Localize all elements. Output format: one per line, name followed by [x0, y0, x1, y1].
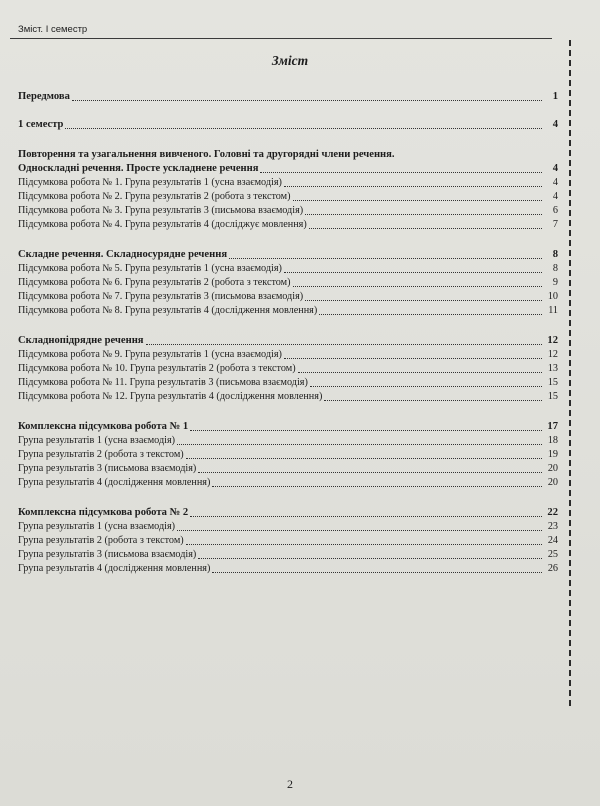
- running-header: [10, 24, 552, 39]
- toc-entry-text: Підсумкова робота № 9. Група результатів 1 (усна взаємодія): [18, 349, 282, 360]
- leader-dots: [186, 458, 542, 459]
- leader-dots: [177, 444, 542, 445]
- toc-entry-text: Група результатів 2 (робота з текстом): [18, 449, 184, 460]
- toc-entry-page: 1: [552, 91, 558, 102]
- toc-entry: [18, 462, 558, 476]
- toc-entry-page: 7: [552, 219, 558, 230]
- leader-dots: [305, 300, 542, 301]
- toc-entry-text: Підсумкова робота № 2. Група результатів 2 (робота з текстом): [18, 191, 291, 202]
- toc-entry-page: 8: [552, 249, 558, 260]
- toc-entry-text: Підсумкова робота № 4. Група результатів 4 (досліджує мовлення): [18, 219, 307, 230]
- toc-entry: [18, 218, 558, 232]
- toc-entry-text: Підсумкова робота № 1. Група результатів 1 (усна взаємодія): [18, 177, 282, 188]
- toc-entry-page: 15: [547, 377, 558, 388]
- leader-dots: [310, 386, 542, 387]
- toc-entry-page: 4: [552, 177, 558, 188]
- leader-dots: [212, 572, 542, 573]
- toc-entry: [18, 304, 558, 318]
- toc-entry-text: Підсумкова робота № 6. Група результатів 2 (робота з текстом): [18, 277, 291, 288]
- toc-entry-page: 22: [547, 507, 558, 518]
- toc-entry: [18, 434, 558, 448]
- leader-dots: [72, 100, 542, 101]
- toc-entry-page: 9: [552, 277, 558, 288]
- toc-entry: [18, 190, 558, 204]
- toc-entry-page: 17: [547, 421, 558, 432]
- toc-entry-text: Підсумкова робота № 8. Група результатів 4 (дослідження мовлення): [18, 305, 318, 316]
- leader-dots: [198, 558, 542, 559]
- toc-entry-text: Комплексна підсумкова робота № 1: [18, 421, 189, 432]
- toc-entry-text: Група результатів 3 (письмова взаємодія): [18, 549, 197, 560]
- leader-dots: [284, 358, 542, 359]
- toc-entry-text: Підсумкова робота № 7. Група результатів 3 (письмова взаємодія): [18, 291, 304, 302]
- toc-entry-page: 10: [547, 291, 558, 302]
- toc-entry-page: 24: [547, 535, 558, 546]
- toc-entry-preface: [18, 90, 558, 104]
- section-heading: Повторення та узагальнення вивченого. Головні та другорядні члени речення.: [18, 149, 395, 160]
- toc-entry-text: Підсумкова робота № 11. Група результатів 3 (письмова взаємодія): [18, 377, 308, 388]
- toc-entry: [18, 448, 558, 462]
- section-heading: [18, 162, 558, 176]
- toc-entry: [18, 262, 558, 276]
- toc-entry-page: 19: [547, 449, 558, 460]
- toc-entry-text: Складнопідрядне речення: [18, 335, 144, 346]
- toc-entry-text: Підсумкова робота № 10. Група результатів 2 (робота з текстом): [18, 363, 296, 374]
- toc-entry-page: 20: [547, 477, 558, 488]
- toc-entry-semester: [18, 118, 558, 132]
- leader-dots: [284, 186, 542, 187]
- section-heading: [18, 248, 558, 262]
- table-of-contents: [18, 90, 558, 576]
- leader-dots: [324, 400, 542, 401]
- leader-dots: [65, 128, 542, 129]
- toc-entry: [18, 348, 558, 362]
- toc-entry: [18, 534, 558, 548]
- toc-entry-text: Група результатів 2 (робота з текстом): [18, 535, 184, 546]
- toc-entry-text: Група результатів 1 (усна взаємодія): [18, 435, 176, 446]
- toc-entry-page: 11: [548, 305, 558, 316]
- toc-entry: [18, 520, 558, 534]
- leader-dots: [293, 286, 542, 287]
- toc-entry-page: 12: [547, 349, 558, 360]
- toc-entry-page: 8: [552, 263, 558, 274]
- toc-entry-page: 6: [552, 205, 558, 216]
- page-title: Зміст: [271, 53, 309, 68]
- toc-entry: [18, 362, 558, 376]
- leader-dots: [186, 544, 542, 545]
- leader-dots: [298, 372, 542, 373]
- toc-entry-page: 4: [552, 119, 558, 130]
- leader-dots: [198, 472, 542, 473]
- toc-entry: [18, 290, 558, 304]
- toc-entry-text: Підсумкова робота № 5. Група результатів 1 (усна взаємодія): [18, 263, 282, 274]
- toc-entry-text: Комплексна підсумкова робота № 2: [18, 507, 189, 518]
- toc-entry-text: 1 семестр: [18, 119, 64, 130]
- toc-entry-page: 4: [552, 163, 558, 174]
- toc-entry-text: Складне речення. Складносурядне речення: [18, 249, 228, 260]
- leader-dots: [229, 258, 542, 259]
- toc-entry-page: 26: [547, 563, 558, 574]
- toc-entry-text: Передмова: [18, 91, 70, 102]
- toc-entry-text: Група результатів 4 (дослідження мовлення): [18, 477, 211, 488]
- toc-entry-text: Односкладні речення. Просте ускладнене речення: [18, 163, 259, 174]
- section-heading: [18, 420, 558, 434]
- leader-dots: [319, 314, 542, 315]
- toc-entry-page: 20: [547, 463, 558, 474]
- toc-entry-page: 23: [547, 521, 558, 532]
- toc-entry: [18, 176, 558, 190]
- toc-entry: [18, 562, 558, 576]
- leader-dots: [284, 272, 542, 273]
- toc-entry-text: Підсумкова робота № 3. Група результатів 3 (письмова взаємодія): [18, 205, 304, 216]
- toc-entry-page: 12: [547, 335, 558, 346]
- toc-entry-page: 4: [552, 191, 558, 202]
- leader-dots: [177, 530, 542, 531]
- page-number: 2: [287, 777, 293, 791]
- toc-entry: [18, 276, 558, 290]
- toc-entry-text: Група результатів 1 (усна взаємодія): [18, 521, 176, 532]
- toc-entry: [18, 204, 558, 218]
- toc-entry-text: Підсумкова робота № 12. Група результатів 4 (дослідження мовлення): [18, 391, 323, 402]
- toc-entry: [18, 548, 558, 562]
- leader-dots: [309, 228, 542, 229]
- toc-entry-text: Група результатів 4 (дослідження мовлення): [18, 563, 211, 574]
- toc-entry: [18, 476, 558, 490]
- leader-dots: [190, 516, 542, 517]
- toc-entry-page: 18: [547, 435, 558, 446]
- toc-entry: [18, 390, 558, 404]
- leader-dots: [305, 214, 542, 215]
- toc-entry-text: Група результатів 3 (письмова взаємодія): [18, 463, 197, 474]
- leader-dots: [293, 200, 542, 201]
- section-heading: [18, 334, 558, 348]
- toc-entry-page: 13: [547, 363, 558, 374]
- toc-entry-page: 15: [547, 391, 558, 402]
- leader-dots: [190, 430, 542, 431]
- leader-dots: [260, 172, 542, 173]
- perforation-line: [569, 40, 571, 706]
- leader-dots: [146, 344, 542, 345]
- section-heading: [18, 506, 558, 520]
- toc-entry: [18, 376, 558, 390]
- running-header-text: Зміст. І семестр: [18, 24, 88, 35]
- leader-dots: [212, 486, 542, 487]
- toc-entry-page: 25: [547, 549, 558, 560]
